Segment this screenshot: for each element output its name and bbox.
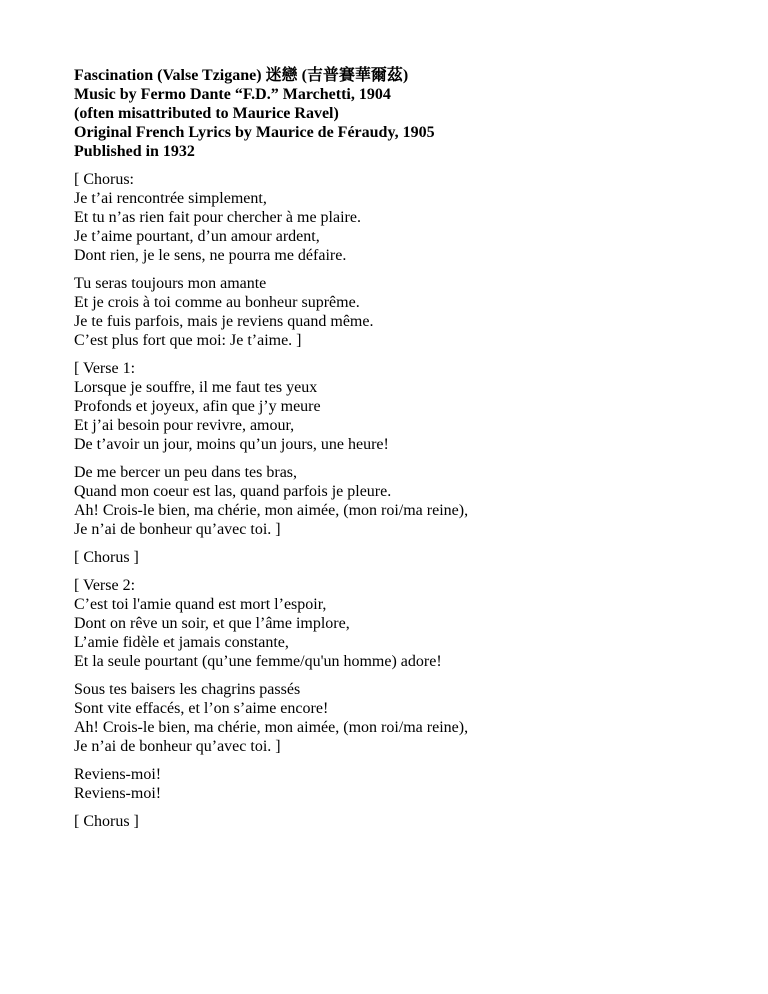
lyrics-line: Sont vite effacés, et l’on s’aime encore! [74,700,329,717]
lyrics-line: [ Verse 2: [74,577,136,594]
lyrics-line: [ Verse 1: [74,360,136,377]
publication-year: Published in 1932 [74,143,195,160]
lyrics-line: De t’avoir un jour, moins qu’un jours, une heure! [74,436,389,453]
lyrics-line: Je t’ai rencontrée simplement, [74,190,267,207]
lyrics-line: Et la seule pourtant (qu’une femme/qu'un homme) adore! [74,653,442,670]
lyrics-line: De me bercer un peu dans tes bras, [74,464,298,481]
lyrics-line: Et j’ai besoin pour revivre, amour, [74,417,295,434]
music-credit: Music by Fermo Dante “F.D.” Marchetti, 1904 [74,86,391,103]
lyrics-line: C’est toi l'amie quand est mort l’espoir, [74,596,327,613]
lyrics-line: Dont rien, je le sens, ne pourra me défaire. [74,247,347,264]
lyrics-line: Et tu n’as rien fait pour chercher à me plaire. [74,209,361,226]
attribution-note: (often misattributed to Maurice Ravel) [74,105,339,122]
lyrics-stanza [74,274,734,350]
lyrics-line: [ Chorus ] [74,549,139,566]
lyrics-line: [ Chorus ] [74,813,139,830]
lyrics-line: Profonds et joyeux, afin que j’y meure [74,398,321,415]
lyrics-line: Ah! Crois-le bien, ma chérie, mon aimée, (mon roi/ma reine), [74,719,469,736]
lyrics-line: L’amie fidèle et jamais constante, [74,634,289,651]
lyrics-line: Dont on rêve un soir, et que l’âme implore, [74,615,350,632]
lyrics-line: Quand mon coeur est las, quand parfois je pleure. [74,483,392,500]
lyrics-line: Reviens-moi! [74,766,162,783]
lyrics-stanza [74,463,734,539]
lyrics-line: Lorsque je souffre, il me faut tes yeux [74,379,318,396]
lyrics-line: Je t’aime pourtant, d’un amour ardent, [74,228,320,245]
lyrics-body [74,170,734,831]
lyrics-stanza [74,680,734,756]
lyrics-line: Je te fuis parfois, mais je reviens quand même. [74,313,374,330]
lyrics-stanza [74,765,734,803]
lyrics-line: Reviens-moi! [74,785,162,802]
lyrics-stanza [74,170,734,265]
lyrics-stanza [74,548,734,567]
lyrics-line: C’est plus fort que moi: Je t’aime. ] [74,332,302,349]
lyrics-line: [ Chorus: [74,171,134,188]
lyrics-credit: Original French Lyrics by Maurice de Féraudy, 1905 [74,124,435,141]
lyrics-line: Je n’ai de bonheur qu’avec toi. ] [74,521,281,538]
lyrics-line: Tu seras toujours mon amante [74,275,267,292]
document-header [74,66,734,161]
lyrics-line: Sous tes baisers les chagrins passés [74,681,301,698]
lyrics-stanza [74,812,734,831]
lyrics-line: Ah! Crois-le bien, ma chérie, mon aimée, (mon roi/ma reine), [74,502,469,519]
lyrics-line: Et je crois à toi comme au bonheur suprême. [74,294,360,311]
document-page [74,66,734,840]
lyrics-line: Je n’ai de bonheur qu’avec toi. ] [74,738,281,755]
lyrics-stanza [74,359,734,454]
song-title: Fascination (Valse Tzigane) 迷戀 (吉普賽華爾茲) [74,67,409,84]
lyrics-stanza [74,576,734,671]
